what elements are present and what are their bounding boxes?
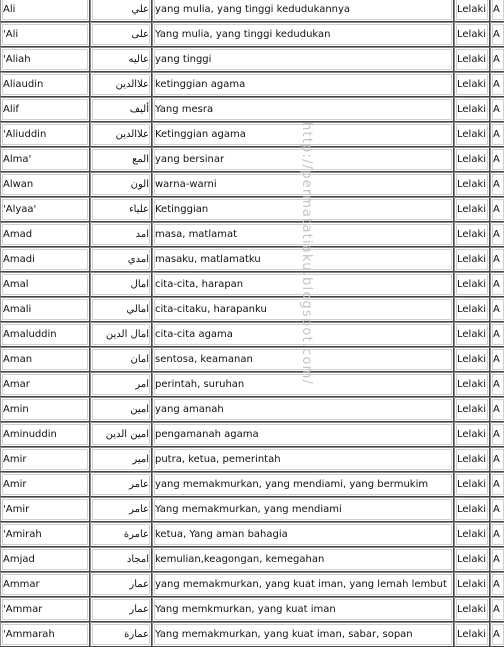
- arabic-cell: علي: [90, 0, 152, 22]
- table-row: [0, 372, 504, 397]
- gender-cell: Lelaki: [454, 622, 490, 647]
- arabic-cell: امان: [90, 347, 152, 372]
- arabic-cell: على: [90, 22, 152, 47]
- letter-cell: A: [490, 322, 504, 347]
- arabic-cell: امجاد: [90, 547, 152, 572]
- table-row: [0, 222, 504, 247]
- arabic-cell: امد: [90, 222, 152, 247]
- letter-cell: A: [490, 547, 504, 572]
- name-cell: 'Amir: [0, 497, 90, 522]
- gender-cell: Lelaki: [454, 422, 490, 447]
- table-row: [0, 572, 504, 597]
- arabic-cell: امال الدين: [90, 322, 152, 347]
- meaning-cell: masa, matlamat: [152, 222, 454, 247]
- arabic-cell: امين الدين: [90, 422, 152, 447]
- table-row: [0, 172, 504, 197]
- gender-cell: Lelaki: [454, 322, 490, 347]
- letter-cell: A: [490, 397, 504, 422]
- gender-cell: Lelaki: [454, 272, 490, 297]
- arabic-cell: عامر: [90, 497, 152, 522]
- meaning-cell: perintah, suruhan: [152, 372, 454, 397]
- gender-cell: Lelaki: [454, 372, 490, 397]
- gender-cell: Lelaki: [454, 72, 490, 97]
- gender-cell: Lelaki: [454, 297, 490, 322]
- table-row: [0, 472, 504, 497]
- name-cell: 'Aliuddin: [0, 122, 90, 147]
- meaning-cell: masaku, matlamatku: [152, 247, 454, 272]
- gender-cell: Lelaki: [454, 122, 490, 147]
- table-row: [0, 47, 504, 72]
- gender-cell: Lelaki: [454, 347, 490, 372]
- meaning-cell: Ketinggian agama: [152, 122, 454, 147]
- letter-cell: A: [490, 222, 504, 247]
- arabic-cell: امدي: [90, 247, 152, 272]
- letter-cell: A: [490, 47, 504, 72]
- meaning-cell: Yang mesra: [152, 97, 454, 122]
- letter-cell: A: [490, 447, 504, 472]
- name-cell: Amir: [0, 472, 90, 497]
- table-row: [0, 147, 504, 172]
- watermark-url: http://permatatiaku.blogspot.com/: [299, 122, 314, 386]
- letter-cell: A: [490, 347, 504, 372]
- arabic-cell: امر: [90, 372, 152, 397]
- name-cell: Alwan: [0, 172, 90, 197]
- letter-cell: A: [490, 472, 504, 497]
- name-cell: Aminuddin: [0, 422, 90, 447]
- letter-cell: A: [490, 172, 504, 197]
- meaning-cell: cita-cita agama: [152, 322, 454, 347]
- name-cell: 'Aliah: [0, 47, 90, 72]
- meaning-cell: warna-warni: [152, 172, 454, 197]
- letter-cell: A: [490, 622, 504, 647]
- meaning-cell: Yang memakmurkan, yang mendiami: [152, 497, 454, 522]
- table-row: [0, 447, 504, 472]
- table-row: [0, 197, 504, 222]
- gender-cell: Lelaki: [454, 572, 490, 597]
- table-row: [0, 622, 504, 647]
- name-cell: Amin: [0, 397, 90, 422]
- arabic-cell: عمار: [90, 597, 152, 622]
- meaning-cell: Yang mulia, yang tinggi kedudukan: [152, 22, 454, 47]
- gender-cell: Lelaki: [454, 497, 490, 522]
- name-cell: Amal: [0, 272, 90, 297]
- gender-cell: Lelaki: [454, 22, 490, 47]
- letter-cell: A: [490, 97, 504, 122]
- table-row: [0, 422, 504, 447]
- meaning-cell: yang tinggi: [152, 47, 454, 72]
- meaning-cell: yang memakmurkan, yang mendiami, yang bermukim: [152, 472, 454, 497]
- name-cell: Amjad: [0, 547, 90, 572]
- table-row: [0, 297, 504, 322]
- table-row: [0, 22, 504, 47]
- arabic-cell: علاالدين: [90, 72, 152, 97]
- table-row: [0, 397, 504, 422]
- name-cell: Amaluddin: [0, 322, 90, 347]
- gender-cell: Lelaki: [454, 147, 490, 172]
- table-row: [0, 547, 504, 572]
- gender-cell: Lelaki: [454, 47, 490, 72]
- meaning-cell: yang memakmurkan, yang kuat iman, yang lemah lembut: [152, 572, 454, 597]
- gender-cell: Lelaki: [454, 247, 490, 272]
- letter-cell: A: [490, 372, 504, 397]
- table-row: [0, 247, 504, 272]
- table-row: [0, 347, 504, 372]
- name-cell: 'Ammar: [0, 597, 90, 622]
- gender-cell: Lelaki: [454, 222, 490, 247]
- arabic-cell: عمار: [90, 572, 152, 597]
- meaning-cell: kemulian,keagongan, kemegahan: [152, 547, 454, 572]
- meaning-cell: yang bersinar: [152, 147, 454, 172]
- name-cell: 'Amirah: [0, 522, 90, 547]
- name-cell: Amir: [0, 447, 90, 472]
- gender-cell: Lelaki: [454, 97, 490, 122]
- meaning-cell: Yang memkmurkan, yang kuat iman: [152, 597, 454, 622]
- table-row: [0, 497, 504, 522]
- table-row: [0, 522, 504, 547]
- letter-cell: A: [490, 422, 504, 447]
- gender-cell: Lelaki: [454, 172, 490, 197]
- name-cell: Amad: [0, 222, 90, 247]
- name-cell: Amadi: [0, 247, 90, 272]
- name-cell: 'Alyaa': [0, 197, 90, 222]
- arabic-cell: عاليه: [90, 47, 152, 72]
- letter-cell: A: [490, 272, 504, 297]
- letter-cell: A: [490, 122, 504, 147]
- letter-cell: A: [490, 522, 504, 547]
- name-cell: Aman: [0, 347, 90, 372]
- gender-cell: Lelaki: [454, 197, 490, 222]
- gender-cell: Lelaki: [454, 522, 490, 547]
- letter-cell: A: [490, 297, 504, 322]
- arabic-cell: امين: [90, 397, 152, 422]
- letter-cell: A: [490, 22, 504, 47]
- gender-cell: Lelaki: [454, 472, 490, 497]
- meaning-cell: sentosa, keamanan: [152, 347, 454, 372]
- arabic-cell: أليف: [90, 97, 152, 122]
- meaning-cell: cita-citaku, harapanku: [152, 297, 454, 322]
- meaning-cell: ketinggian agama: [152, 72, 454, 97]
- meaning-cell: cita-cita, harapan: [152, 272, 454, 297]
- meaning-cell: yang amanah: [152, 397, 454, 422]
- table-row: [0, 72, 504, 97]
- meaning-cell: Yang memakmurkan, yang kuat iman, sabar, sopan: [152, 622, 454, 647]
- gender-cell: Lelaki: [454, 397, 490, 422]
- name-cell: Ali: [0, 0, 90, 22]
- letter-cell: A: [490, 572, 504, 597]
- name-cell: Alma': [0, 147, 90, 172]
- letter-cell: A: [490, 72, 504, 97]
- meaning-cell: Ketinggian: [152, 197, 454, 222]
- name-cell: Amali: [0, 297, 90, 322]
- letter-cell: A: [490, 147, 504, 172]
- meaning-cell: yang mulia, yang tinggi kedudukannya: [152, 0, 454, 22]
- arabic-cell: عمارة: [90, 622, 152, 647]
- name-cell: Ammar: [0, 572, 90, 597]
- table-row: [0, 272, 504, 297]
- table-row: [0, 122, 504, 147]
- arabic-cell: علياء: [90, 197, 152, 222]
- name-cell: 'Ali: [0, 22, 90, 47]
- letter-cell: A: [490, 197, 504, 222]
- meaning-cell: putra, ketua, pemerintah: [152, 447, 454, 472]
- name-cell: Alif: [0, 97, 90, 122]
- table-row: [0, 597, 504, 622]
- letter-cell: A: [490, 0, 504, 22]
- arabic-cell: امالي: [90, 297, 152, 322]
- gender-cell: Lelaki: [454, 0, 490, 22]
- arabic-cell: امال: [90, 272, 152, 297]
- table-row: [0, 0, 504, 22]
- gender-cell: Lelaki: [454, 547, 490, 572]
- arabic-cell: المع: [90, 147, 152, 172]
- arabic-cell: عامر: [90, 472, 152, 497]
- arabic-cell: علاالدين: [90, 122, 152, 147]
- gender-cell: Lelaki: [454, 447, 490, 472]
- arabic-cell: عامرة: [90, 522, 152, 547]
- arabic-cell: الون: [90, 172, 152, 197]
- meaning-cell: pengamanah agama: [152, 422, 454, 447]
- meaning-cell: ketua, Yang aman bahagia: [152, 522, 454, 547]
- name-cell: Aliaudin: [0, 72, 90, 97]
- letter-cell: A: [490, 597, 504, 622]
- gender-cell: Lelaki: [454, 597, 490, 622]
- name-cell: 'Ammarah: [0, 622, 90, 647]
- table-row: [0, 97, 504, 122]
- name-cell: Amar: [0, 372, 90, 397]
- letter-cell: A: [490, 497, 504, 522]
- letter-cell: A: [490, 247, 504, 272]
- arabic-cell: امير: [90, 447, 152, 472]
- table-row: [0, 322, 504, 347]
